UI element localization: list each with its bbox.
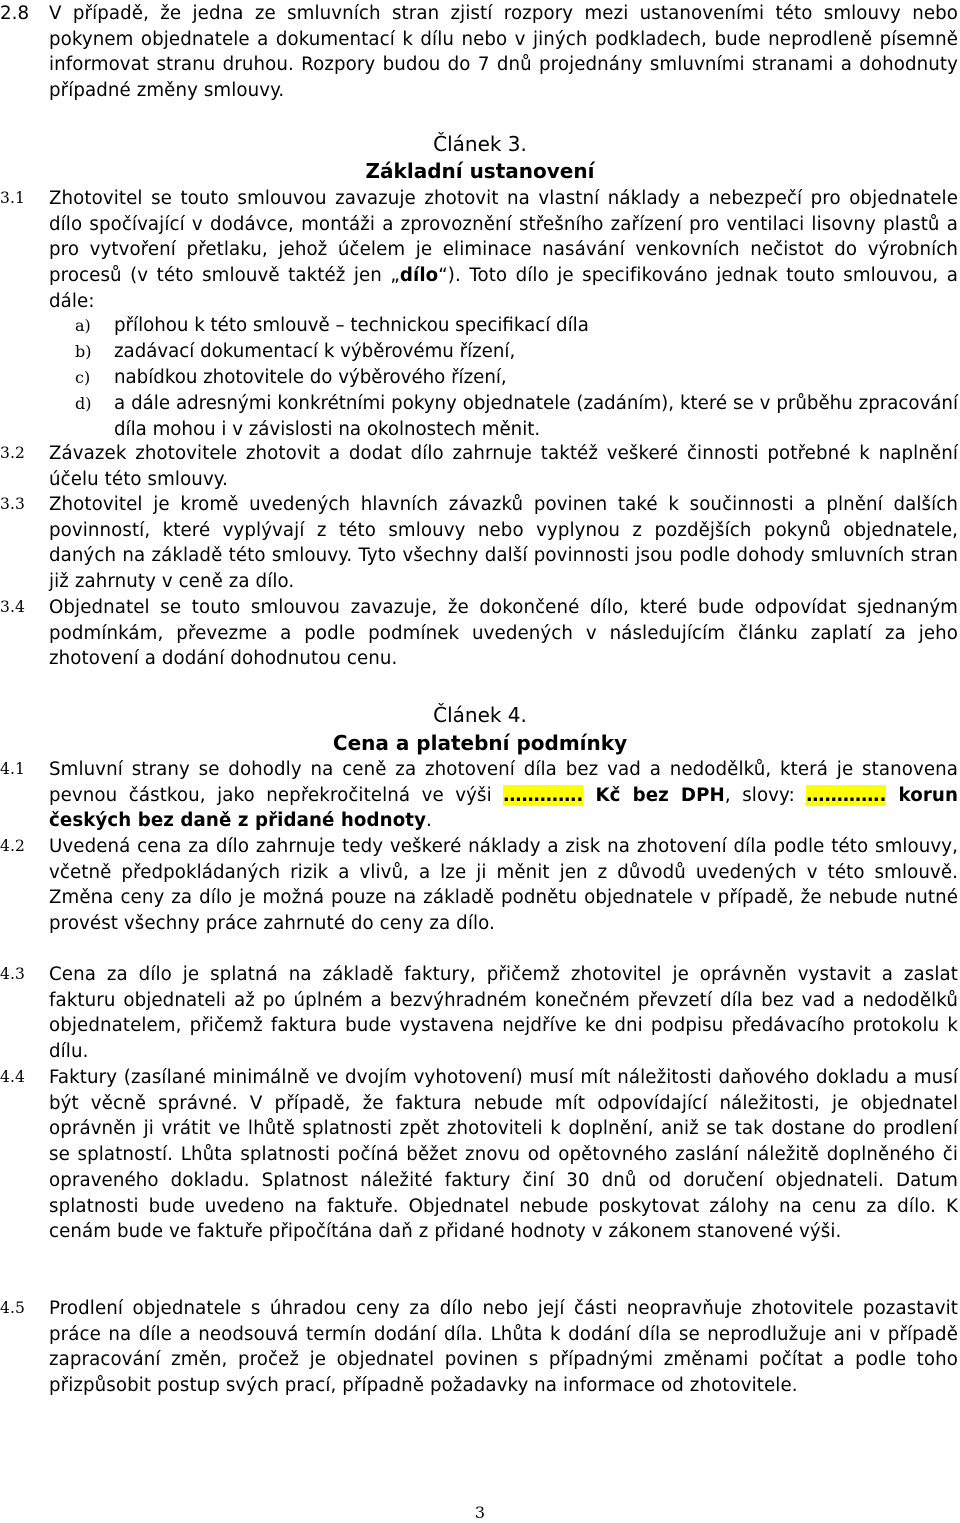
list-item-b: [0, 339, 958, 365]
clause-text: [49, 757, 958, 834]
clause-number: 4.3: [0, 965, 25, 983]
clause-2-8: [0, 1, 958, 104]
clause-text-part: “). Toto dílo je specifikováno jednak touto smlouvou, a dále:: [49, 265, 958, 312]
clause-text-bold: dílo: [399, 265, 439, 287]
clause-number: 4.5: [0, 1299, 25, 1317]
clause-text: Uvedená cena za dílo zahrnuje tedy veškeré náklady a zisk na zhotovení díla podle této smlouvy, včetně předpokládaných rizik a vlivů, a lze ji měnit jen z důvodů uvedených v této smlouvě. Změna ceny za dílo je možná pouze na základě podnětu objednatele v případě, že nebude nutné provést všechny práce zahrnuté do ceny za dílo.: [49, 836, 958, 935]
clause-3-3: [0, 492, 958, 595]
clause-4-3: [0, 962, 958, 1065]
clause-text: Faktury (zasílané minimálně ve dvojím vyhotovení) musí mít náležitosti daňového dokladu a musí být věcně správné. V případě, že faktura nebude mít odpovídající náležitosti, je objednatel oprávněn ji vrátit ve lhůtě splatnosti zpět zhotoviteli k doplnění, aniž se tak dostane do prodlení se splatností. Lhůta splatnosti počíná běžet znovu od opětovného zaslání náležitě doplněného či opraveného dokladu. Splatnost náležité faktury činí 30 dnů od doručení objednateli. Datum splatnosti bude uvedeno na faktuře. Objednatel nebude poskytovat zálohy na cenu za dílo. K cenám bude ve faktuře připočítána daň z přidané hodnoty v zákonem stanovené výši.: [49, 1067, 958, 1243]
clause-3-4: [0, 595, 958, 672]
page-number: 3: [474, 1503, 486, 1522]
price-words-blank: ………….: [806, 784, 887, 806]
clause-number: 4.2: [0, 837, 25, 855]
clause-4-5: [0, 1296, 958, 1399]
clause-number: 3.2: [0, 444, 25, 462]
list-text: přílohou k této smlouvě – technickou specifikací díla: [114, 315, 589, 336]
clause-text: Závazek zhotovitele zhotovit a dodat dílo zahrnuje taktéž veškeré činnosti potřebné k naplnění účelu této smlouvy.: [49, 443, 958, 490]
clause-text-bold: Kč bez DPH: [583, 784, 725, 806]
list-item-a: [0, 313, 958, 339]
list-item-d: [0, 391, 958, 442]
article-3-subtitle: Základní ustanovení: [365, 159, 595, 183]
clause-3-1: [0, 186, 958, 315]
clause-text: [49, 186, 958, 315]
article-4-title: Článek 4.: [433, 703, 527, 727]
list-label: d): [75, 394, 92, 413]
clause-text: Prodlení objednatele s úhradou ceny za dílo nebo její části neopravňuje zhotovitele pozastavit práce na díle a neodsouvá termín dodání díla. Lhůta k dodání díla se neprodlužuje ani v případě zapracování změn, pročež je objednatel povinen s případnými změnami počítat a podle toho přizpůsobit postup svých prací, případně požadavky na informace od zhotovitele.: [49, 1298, 958, 1397]
clause-text-part: Smluvní strany se dohodly na ceně za zhotovení díla bez vad a nedodělků, která je stanovena pevnou částkou, jako nepřekročitelná ve výši: [49, 759, 958, 806]
clause-text: Objednatel se touto smlouvou zavazuje, že dokončené dílo, které bude odpovídat sjednaným podmínkám, převezme a podle podmínek uvedených v následujícím článku zaplatí za jeho zhotovení a dodání dohodnutou cenu.: [49, 597, 958, 670]
clause-4-4: [0, 1065, 958, 1245]
clause-number: 4.4: [0, 1068, 25, 1086]
list-text: nabídkou zhotovitele do výběrového řízení,: [114, 367, 507, 388]
clause-number: 2.8: [0, 3, 30, 24]
clause-number: 3.1: [0, 189, 25, 207]
clause-4-2: [0, 834, 958, 937]
article-4-subtitle: Cena a platební podmínky: [332, 731, 628, 755]
article-3-title: Článek 3.: [433, 132, 527, 156]
price-blank: ………….: [503, 784, 584, 806]
list-label: c): [75, 368, 91, 387]
clause-text: Zhotovitel je kromě uvedených hlavních závazků povinen také k součinnosti a plnění dalších povinností, které vyplývají z této smlouvy nebo vyplynou z pozdějších pokynů objednatele, daných na základě této smlouvy. Tyto všechny další povinnosti jsou podle dohody smluvních stran již zahrnuty v ceně za dílo.: [49, 494, 958, 593]
clause-4-1: [0, 757, 958, 834]
list-label: a): [75, 316, 91, 335]
clause-3-2: [0, 441, 958, 492]
list-label: b): [75, 342, 92, 361]
clause-text-part: Zhotovitel se touto smlouvou zavazuje zhotovit na vlastní náklady a nebezpečí pro objednatele dílo spočívající v dodávce, montáži a zprovoznění střešního zařízení pro ventilaci lisovny plastů a pro vytvoření přetlaku, jehož účelem je eliminace nasávání venkovních nečistot do výrobních procesů (v této smlouvě taktéž jen „: [49, 188, 958, 287]
clause-number: 4.1: [0, 760, 25, 778]
clause-text-part: , slovy:: [724, 784, 807, 806]
clause-number: 3.3: [0, 495, 25, 513]
clause-text-bold: korun českých bez daně z přidané hodnoty: [49, 784, 958, 832]
list-item-c: [0, 365, 958, 391]
clause-text: V případě, že jedna ze smluvních stran zjistí rozpory mezi ustanoveními této smlouvy nebo pokynem objednatele a dokumentací k dílu nebo v jiných podkladech, bude neprodleně písemně informovat stranu druhou. Rozpory budou do 7 dnů projednány smluvními stranami a dohodnuty případné změny smlouvy.: [49, 3, 958, 102]
list-text: zadávací dokumentací k výběrovému řízení,: [114, 341, 516, 362]
clause-text: Cena za dílo je splatná na základě faktury, přičemž zhotovitel je oprávněn vystavit a zaslat fakturu objednateli až po úplném a bezvýhradném konečném převzetí díla bez vad a nedodělků objednatelem, přičemž faktura bude vystavena nejdříve ke dni podpisu předávacího protokolu k dílu.: [49, 964, 958, 1063]
list-text: a dále adresnými konkrétními pokyny objednatele (zadáním), které se v průběhu zpracování díla mohou i v závislosti na okolnostech měnit.: [114, 393, 958, 440]
clause-number: 3.4: [0, 598, 25, 616]
clause-text-part: .: [426, 810, 432, 832]
